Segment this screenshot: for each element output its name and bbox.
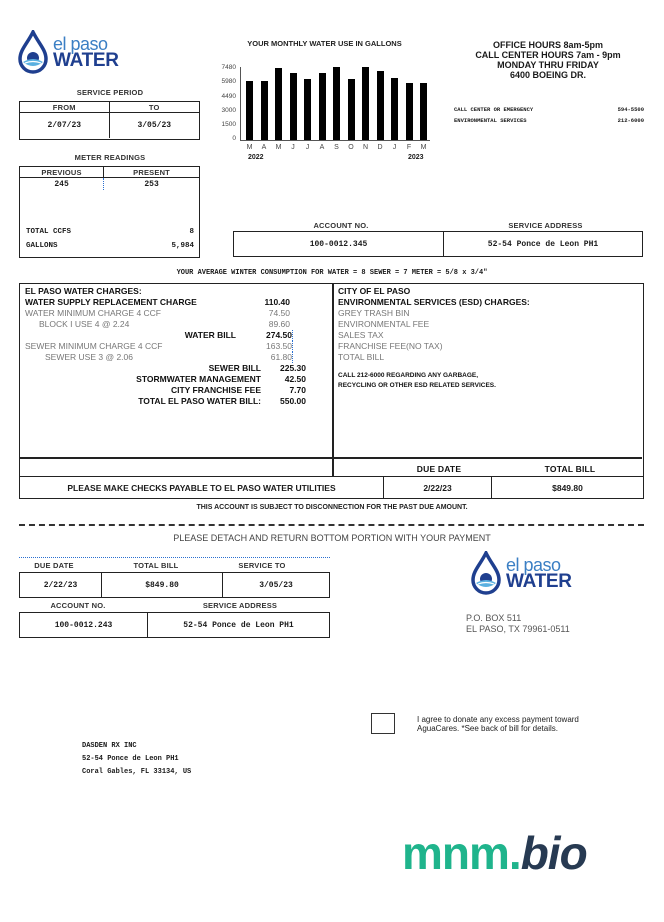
customer-city: Coral Gables, FL 33134, US xyxy=(82,768,192,776)
x-tick-label: O xyxy=(348,144,354,151)
city-item: ENVIRONMENTAL FEE xyxy=(338,319,430,329)
charge-label: WATER MINIMUM CHARGE 4 CCF xyxy=(25,308,161,318)
stub-service-to: 3/05/23 xyxy=(259,580,293,590)
total-ccfs-label: TOTAL CCFS xyxy=(26,228,72,236)
charge-amount: 7.70 xyxy=(289,385,306,395)
gallons-label: GALLONS xyxy=(26,242,58,250)
charge-amount: 225.30 xyxy=(280,363,306,373)
ytick: 1500 xyxy=(221,121,236,128)
charge-amount: 163.50 xyxy=(248,341,293,352)
charge-label: SEWER USE 3 @ 2.06 xyxy=(45,352,133,362)
x-tick-label: A xyxy=(319,144,325,151)
city-item: FRANCHISE FEE(NO TAX) xyxy=(338,341,443,351)
gallons-value: 5,984 xyxy=(171,242,194,250)
stub-due-date: 2/22/23 xyxy=(20,573,102,597)
present-reading: 253 xyxy=(144,179,159,189)
total-bill: $849.80 xyxy=(552,482,583,493)
x-tick-label: A xyxy=(261,144,267,151)
x-tick-label: M xyxy=(246,144,253,151)
water-charges-title: EL PASO WATER CHARGES: xyxy=(25,286,142,296)
logo-text-water: WATER xyxy=(506,570,572,592)
total-ccfs-value: 8 xyxy=(189,228,194,236)
remit-line: EL PASO, TX 79961-0511 xyxy=(466,624,570,634)
payable-row xyxy=(19,477,644,499)
chart-bar xyxy=(319,73,326,140)
stub-total-bill-label: TOTAL BILL xyxy=(133,561,179,570)
chart-bar xyxy=(348,79,355,140)
year-end: 2023 xyxy=(408,154,424,161)
stub-account-label: ACCOUNT NO. xyxy=(50,601,106,610)
charge-label: WATER BILL xyxy=(184,330,236,340)
bar-group xyxy=(246,67,428,140)
chart-bar xyxy=(391,78,398,140)
city-charges xyxy=(338,286,638,391)
present-label: PRESENT xyxy=(133,167,170,177)
total-bill-label: TOTAL BILL xyxy=(544,464,596,474)
y-axis xyxy=(240,67,241,141)
customer-street: 52-54 Ponce de Leon PH1 xyxy=(82,755,179,763)
stub-service-to-label: SERVICE TO xyxy=(238,561,286,570)
from-label: FROM xyxy=(20,102,110,112)
contact-label: CALL CENTER OR EMERGENCY xyxy=(454,106,534,113)
service-period-box xyxy=(19,101,200,140)
service-period-title: SERVICE PERIOD xyxy=(76,88,144,97)
account-box xyxy=(233,231,643,257)
charge-amount: 74.50 xyxy=(268,308,290,318)
chart-bar xyxy=(420,83,427,140)
previous-reading: 245 xyxy=(20,178,104,190)
account-no-label: ACCOUNT NO. xyxy=(313,221,369,230)
donate-line: I agree to donate any excess payment toward xyxy=(417,715,579,724)
contact-phone: 212-6000 xyxy=(617,117,644,124)
office-line: CALL CENTER HOURS 7am - 9pm xyxy=(475,50,621,60)
charge-label: SEWER BILL xyxy=(208,363,261,373)
from-date: 2/07/23 xyxy=(20,113,110,138)
contact-label: ENVIRONMENTAL SERVICES xyxy=(454,117,527,124)
watermark-logo xyxy=(402,827,587,879)
x-tick-label: M xyxy=(420,144,427,151)
usage-chart xyxy=(210,64,435,174)
detach-line xyxy=(19,524,644,526)
water-charges xyxy=(25,286,325,407)
account-number: 100-0012.345 xyxy=(234,232,444,256)
x-tick-label: J xyxy=(291,144,295,151)
chart-bar xyxy=(246,81,253,140)
chart-bar xyxy=(304,79,311,140)
chart-bar xyxy=(290,73,297,140)
office-line: 6400 BOEING DR. xyxy=(509,70,587,80)
office-hours xyxy=(448,40,648,80)
previous-label: PREVIOUS xyxy=(20,167,104,177)
x-tick-label: J xyxy=(305,144,310,151)
summary-divider xyxy=(20,457,642,459)
city-title: CITY OF EL PASO xyxy=(338,286,411,296)
remit-line: P.O. BOX 511 xyxy=(466,613,522,623)
charge-label: WATER SUPPLY REPLACEMENT CHARGE xyxy=(25,297,197,307)
to-date: 3/05/23 xyxy=(137,121,172,130)
charges-box xyxy=(19,283,644,477)
water-drop-icon xyxy=(470,551,502,595)
city-item: GREY TRASH BIN xyxy=(338,308,410,318)
detach-instruction: PLEASE DETACH AND RETURN BOTTOM PORTION WITH YOUR PAYMENT xyxy=(173,533,491,543)
contact-numbers xyxy=(454,104,644,126)
chart-title: YOUR MONTHLY WATER USE IN GALLONS xyxy=(247,39,402,48)
year-start: 2022 xyxy=(248,154,264,161)
ytick: 4490 xyxy=(221,93,236,100)
x-axis xyxy=(240,140,430,141)
x-tick-label: M xyxy=(275,144,282,151)
due-date: 2/22/23 xyxy=(384,477,492,498)
charge-amount: 42.50 xyxy=(284,374,306,384)
stub-total-bill: $849.80 xyxy=(102,573,223,597)
chart-bar xyxy=(377,71,384,140)
stub-due-date-label: DUE DATE xyxy=(34,561,74,570)
stub-account-box xyxy=(19,612,330,638)
charge-amount: 274.50 xyxy=(236,330,293,341)
charge-label: SEWER MINIMUM CHARGE 4 CCF xyxy=(25,341,163,351)
contact-phone: 594-5500 xyxy=(617,106,644,113)
x-tick-label: N xyxy=(362,144,369,151)
disconnect-notice: THIS ACCOUNT IS SUBJECT TO DISCONNECTION FOR THE PAST DUE AMOUNT. xyxy=(196,504,468,511)
charge-label: TOTAL EL PASO WATER BILL: xyxy=(138,396,261,406)
logo-text-water: WATER xyxy=(53,49,119,71)
ytick: 0 xyxy=(232,135,236,142)
esd-note: CALL 212-6000 REGARDING ANY GARBAGE, xyxy=(338,372,479,379)
y-axis-ticks xyxy=(210,64,238,140)
logo-text-elpaso: el paso xyxy=(53,33,108,54)
chart-bar xyxy=(275,68,282,140)
el-paso-water-logo xyxy=(17,30,119,74)
office-line: OFFICE HOURS 8am-5pm xyxy=(492,40,604,50)
charge-label: CITY FRANCHISE FEE xyxy=(170,385,261,395)
ytick: 7480 xyxy=(221,64,236,71)
ytick: 3000 xyxy=(221,107,236,114)
payable-to: PLEASE MAKE CHECKS PAYABLE TO EL PASO WATER UTILITIES xyxy=(20,477,384,498)
stub-address-label: SERVICE ADDRESS xyxy=(202,601,278,610)
x-tick-label: F xyxy=(406,144,412,151)
x-tick-label: D xyxy=(377,144,383,151)
x-tick-label: J xyxy=(392,144,397,151)
el-paso-water-logo-remit xyxy=(470,551,572,595)
stub-account-number: 100-0012.243 xyxy=(20,613,148,637)
column-divider xyxy=(332,284,334,476)
office-line: MONDAY THRU FRIDAY xyxy=(497,60,599,70)
city-item: SALES TAX xyxy=(338,330,384,340)
customer-name: DASDEN RX INC xyxy=(82,742,137,750)
donate-line: AguaCares. *See back of bill for details. xyxy=(417,724,558,733)
watermark-right: bio xyxy=(520,827,587,879)
esd-title: ENVIRONMENTAL SERVICES (ESD) CHARGES: xyxy=(338,297,530,307)
esd-note: RECYCLING OR OTHER ESD RELATED SERVICES. xyxy=(338,382,496,389)
chart-bar xyxy=(261,81,268,140)
to-label: TO xyxy=(148,102,160,112)
x-tick-label: S xyxy=(334,144,339,151)
chart-bar xyxy=(333,67,340,140)
water-drop-icon xyxy=(17,30,49,74)
stub-service-address: 52-54 Ponce de Leon PH1 xyxy=(183,620,294,630)
meter-readings-title: METER READINGS xyxy=(74,153,146,162)
stub-dotted-line xyxy=(19,557,330,558)
logo-text-elpaso: el paso xyxy=(506,554,561,575)
chart-bar xyxy=(406,83,413,140)
charge-amount: 89.60 xyxy=(268,319,290,329)
charge-label: BLOCK I USE 4 @ 2.24 xyxy=(39,319,130,329)
remit-address xyxy=(466,613,570,635)
city-item: TOTAL BILL xyxy=(338,352,385,362)
donate-text xyxy=(417,715,579,733)
charge-amount: 61.80 xyxy=(248,352,293,363)
charge-label: STORMWATER MANAGEMENT xyxy=(136,374,261,384)
stub-summary-box xyxy=(19,572,330,598)
service-address-label: SERVICE ADDRESS xyxy=(508,221,583,230)
service-address: 52-54 Ponce de Leon PH1 xyxy=(487,239,599,249)
customer-address xyxy=(82,740,191,779)
chart-bar xyxy=(362,67,369,140)
watermark-left: mnm. xyxy=(402,827,521,879)
ytick: 5980 xyxy=(221,78,236,85)
x-axis-labels xyxy=(246,144,428,151)
charge-amount: 110.40 xyxy=(264,297,290,307)
average-winter-consumption: YOUR AVERAGE WINTER CONSUMPTION FOR WATER = 8 SEWER = 7 METER = 5/8 x 3/4" xyxy=(176,269,488,277)
meter-readings-box xyxy=(19,166,200,258)
due-date-label: DUE DATE xyxy=(416,464,462,474)
donate-checkbox[interactable] xyxy=(371,713,395,734)
charge-amount: 550.00 xyxy=(280,396,306,406)
